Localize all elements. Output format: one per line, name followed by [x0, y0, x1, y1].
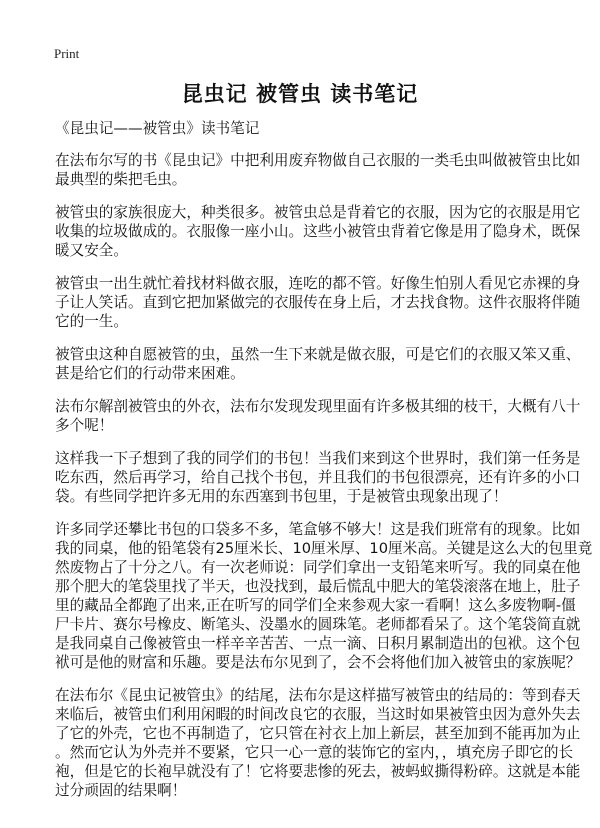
- paragraph-line: 被管虫这种自愿被管的虫，虽然一生下来就是做衣服，可是它们的衣服又笨又重、: [55, 346, 581, 363]
- paragraph-line: 吃东西，然后再学习，给自己找个书包，并且我们的书包很漂亮，还有许多的小口: [55, 469, 581, 486]
- paragraph-line: 里的藏品全都跑了出来,正在听写的同学们全来参观大家一看啊！这么多废物啊-僵: [55, 597, 576, 614]
- paragraph-line: 在法布尔写的书《昆虫记》中把利用废弃物做自己衣服的一类毛虫叫做被管虫比如: [55, 152, 581, 169]
- paragraph-line: 甚是给它们的行动带来困难。: [55, 365, 245, 382]
- paragraph: [55, 345, 581, 383]
- paragraph-line: 子让人笑话。直到它把加紧做完的衣服传在身上后，才去找食物。这件衣服将伴随: [55, 294, 581, 311]
- paragraph-line: 袋。有些同学把许多无用的东西塞到书包里，于是被管虫现象出现了！: [55, 488, 508, 505]
- paragraph-line: 尸卡片、赛尔号橡皮、断笔头、没墨水的圆珠笔。老师都看呆了。这个笔袋简直就: [55, 616, 581, 633]
- paragraph: [55, 274, 581, 331]
- paragraph-line: 了它的外壳，它也不再制造了，它只管在衬衣上加上新层，甚至加到不能再加为止: [55, 725, 581, 742]
- paragraph-line: 它的一生。: [55, 313, 128, 330]
- paragraph: [55, 151, 581, 189]
- paragraph-line: 袍，但是它的长袍早就没有了！它将要悲惨的死去，被蚂蚁撕得粉碎。这就是本能: [55, 763, 581, 780]
- paragraph-line: 收集的垃圾做成的。衣服像一座小山。这些小被管虫背着它像是用了隐身术，既保: [55, 223, 581, 240]
- paragraph-list: [55, 151, 593, 800]
- print-link[interactable]: Print: [54, 46, 80, 61]
- paragraph-line: 来临后，被管虫们利用闲暇的时间改良它的衣服，当这时如果被管虫因为意外失去: [55, 706, 581, 723]
- paragraph-line: 在法布尔《昆虫记被管虫》的结尾，法布尔是这样描写被管虫的结局的：等到春天: [55, 687, 581, 704]
- paragraph-line: 法布尔解剖被管虫的外衣，法布尔发现发现里面有许多极其细的枝干，大概有八十: [55, 398, 581, 415]
- paragraph-line: 被管虫的家族很庞大，种类很多。被管虫总是背着它的衣服，因为它的衣服是用它: [55, 204, 581, 221]
- article-subtitle: 《昆虫记——被管虫》读书笔记: [55, 120, 260, 137]
- paragraph-line: 被管虫一出生就忙着找材料做衣服，连吃的都不管。好像生怕别人看见它赤裸的身: [55, 275, 581, 292]
- paragraph-line: 然废物占了十分之八。有一次老师说：同学们拿出一支铅笔来听写。我的同桌在他: [55, 559, 581, 576]
- paragraph-line: 许多同学还攀比书包的口袋多不多，笔盒够不够大！这是我们班常有的现象。比如: [55, 521, 581, 538]
- article-body: [55, 119, 593, 814]
- paragraph-line: 袱可是他的财富和乐趣。要是法布尔见到了，会不会将他们加入被管虫的家族呢？: [55, 654, 581, 671]
- paragraph-line: 是我同桌自己像被管虫一样辛辛苦苦、一点一滴、日积月累制造出的包袱。这个包: [55, 635, 581, 652]
- paragraph: [55, 520, 593, 672]
- paragraph: [55, 203, 581, 260]
- paragraph-line: 最典型的柴把毛虫。: [55, 171, 187, 188]
- paragraph-line: 多个呢！: [55, 417, 114, 434]
- paragraph-line: 过分顽固的结果啊！: [55, 782, 187, 799]
- page-title: 昆虫记 被管虫 读书笔记: [181, 82, 419, 106]
- paragraph: [55, 397, 581, 435]
- paragraph-line: 。然而它认为外壳并不要紧，它只一心一意的装饰它的室内，，填充房子即它的长: [55, 744, 574, 761]
- paragraph-line: 这样我一下子想到了我的同学们的书包！当我们来到这个世界时，我们第一任务是: [55, 450, 581, 467]
- paragraph-line: 暖又安全。: [55, 242, 128, 259]
- paragraph: [55, 686, 581, 800]
- paragraph-line: 我的同桌，他的铅笔袋有25厘米长、10厘米厚、10厘米高。关键是这么大的包里竟: [55, 540, 593, 557]
- paragraph-line: 那个肥大的笔袋里找了半天，也没找到，最后慌乱中肥大的笔袋滚落在地上，肚子: [55, 578, 581, 595]
- paragraph: [55, 449, 581, 506]
